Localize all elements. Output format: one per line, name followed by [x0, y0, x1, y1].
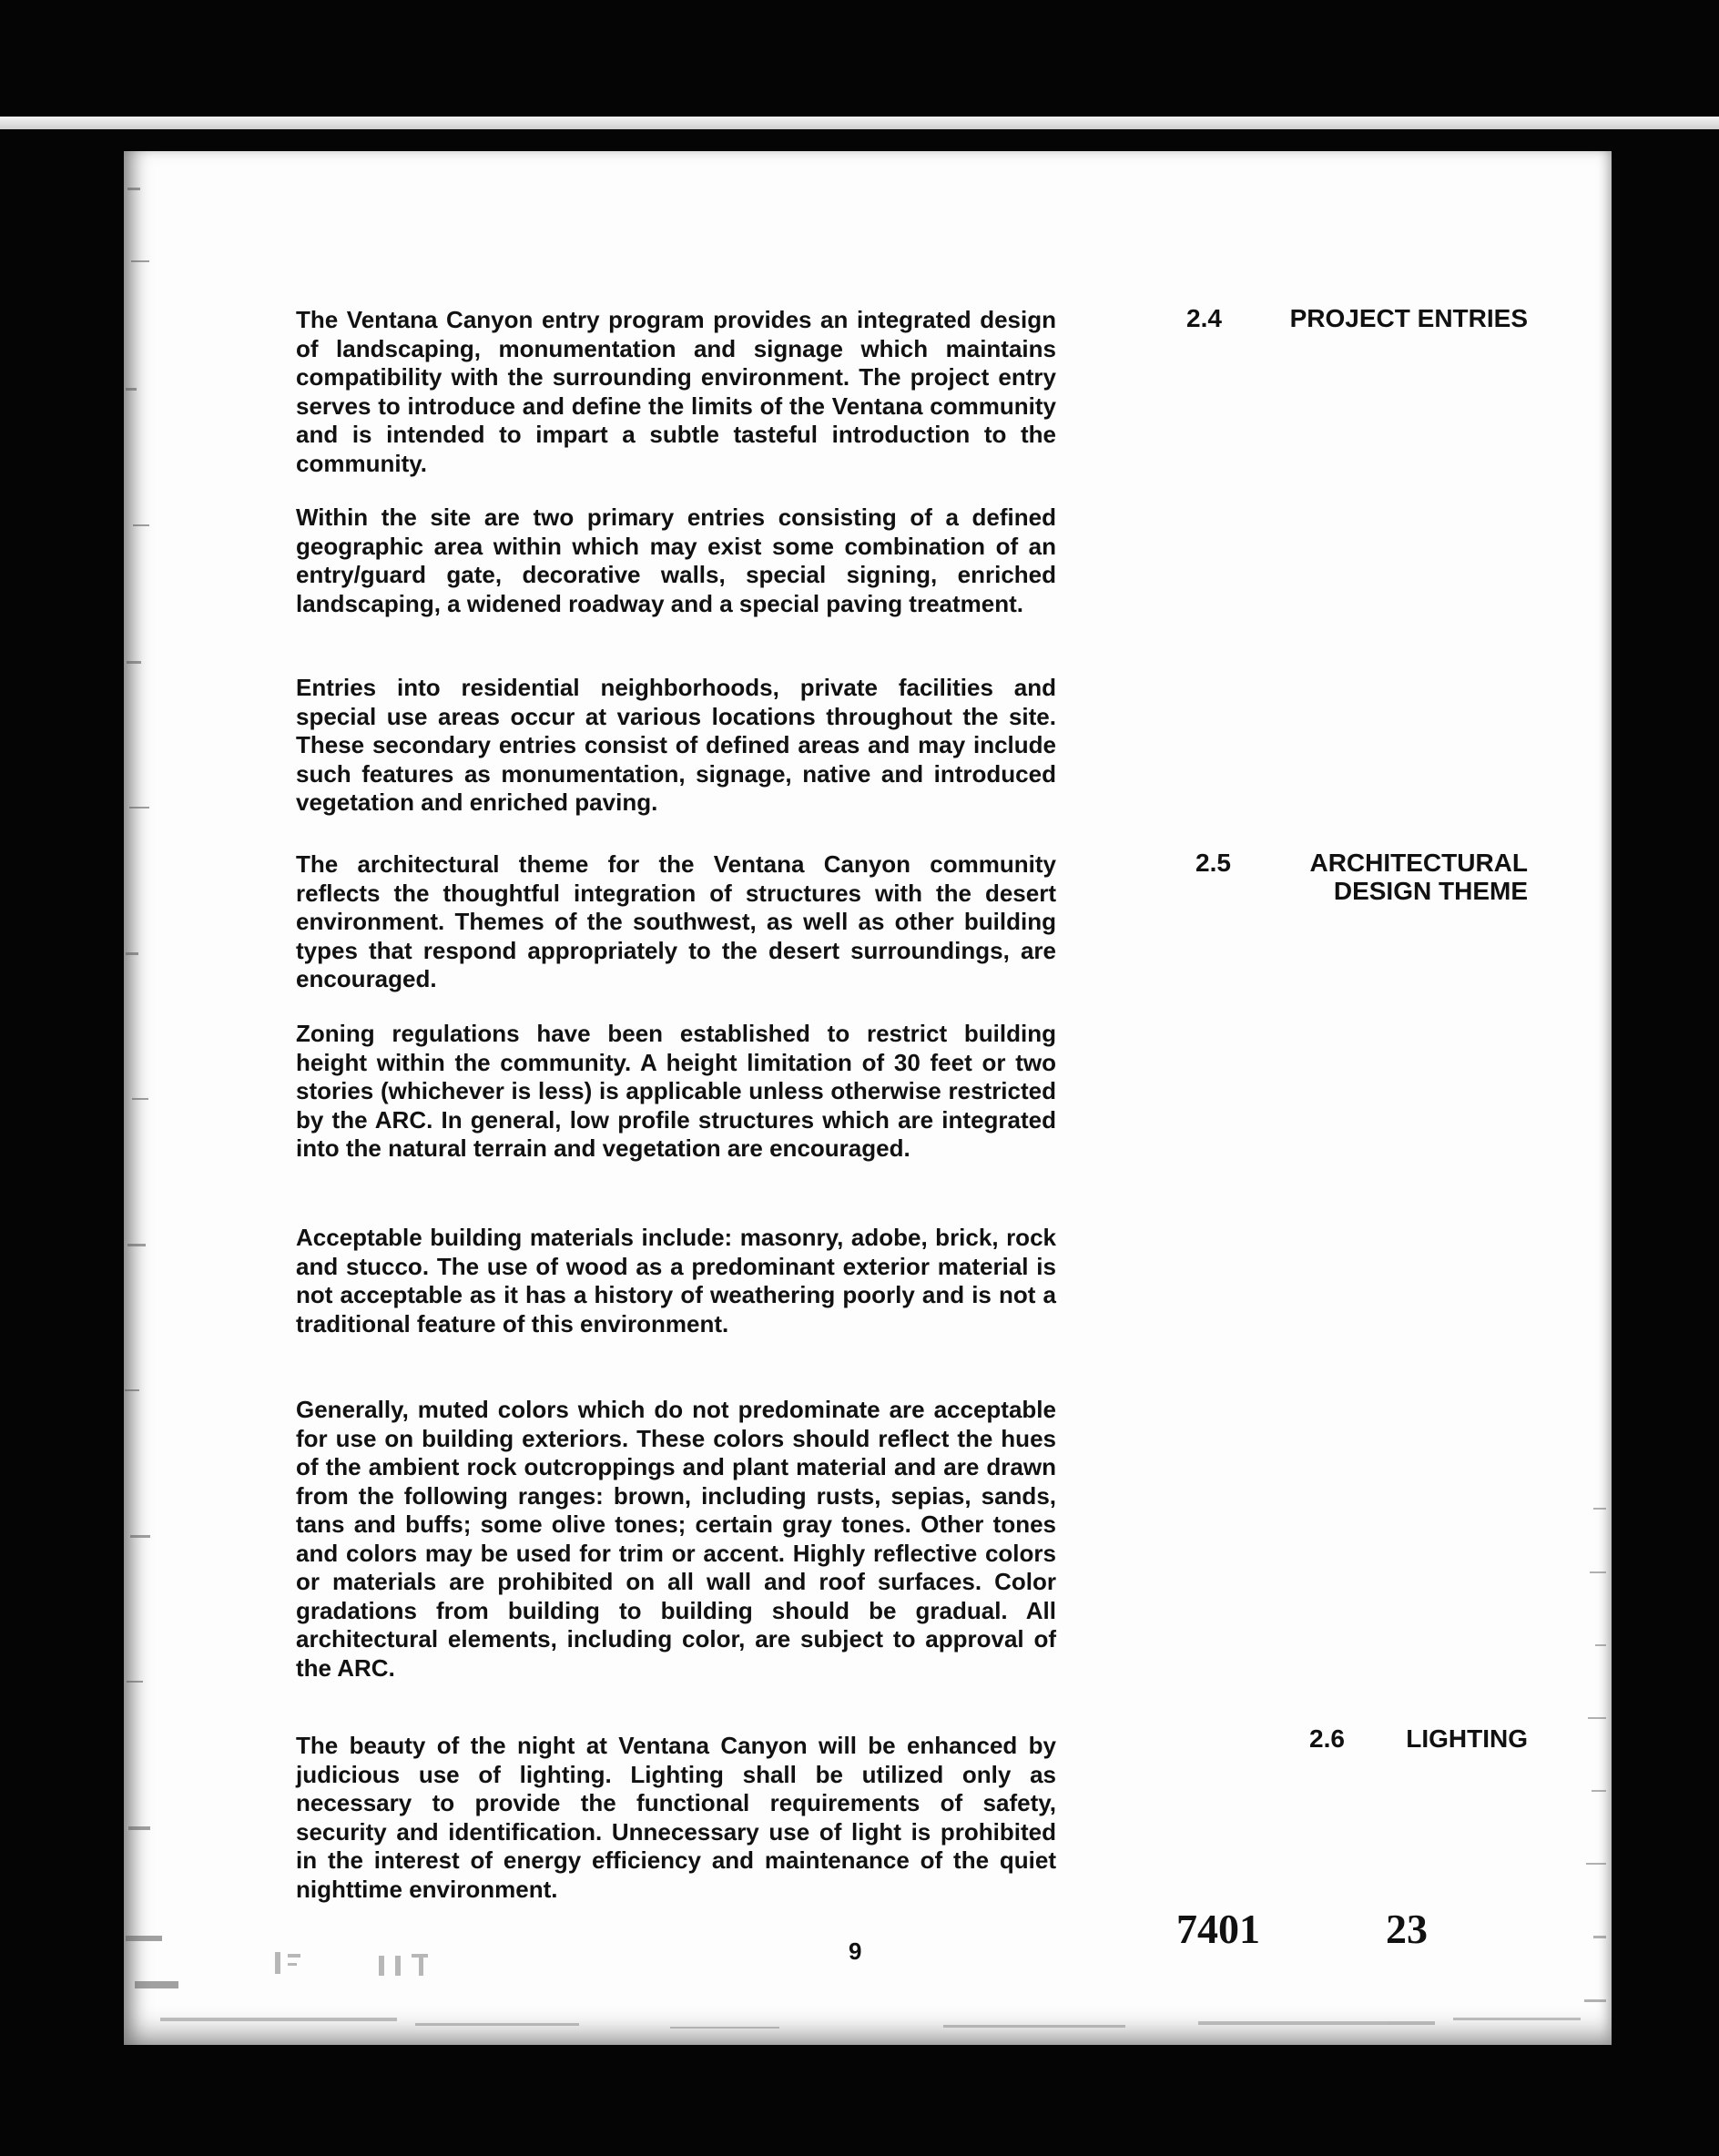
paragraph-design-theme-2 [296, 1020, 1056, 1164]
paragraph-text: The architectural theme for the Ventana Canyon community reflects the thoughtful integration of structures with the desert environment. Themes of the southwest, as well as other building types that respond appropriately to the desert surroundings, are encouraged. [296, 850, 1056, 992]
section-title [1290, 304, 1528, 332]
section-number: 2.4 [1186, 304, 1222, 332]
paragraph-text: Within the site are two primary entries consisting of a defined geographic area within which may exist some combination of an entry/guard gate, decorative walls, special signing, enriched landscaping, a widened roadway and a special paving treatment. [296, 503, 1056, 617]
section-title-line: ARCHITECTURAL [1309, 849, 1528, 877]
paragraph-text: Acceptable building materials include: masonry, adobe, brick, rock and stucco. The use of wood as a predominant exterior material is not acceptable as it has a history of weathering poorly and is not a traditional feature of this environment. [296, 1224, 1056, 1337]
section-title-line: DESIGN THEME [1333, 877, 1528, 905]
page-number: 9 [849, 1937, 862, 1965]
paragraph-project-entries-3 [296, 674, 1056, 818]
paragraph-text: The beauty of the night at Ventana Canyon will be enhanced by judicious use of lighting. Lighting shall be utilized only as necessary to provide the functional requirements of safety, security and identification. Unnecessary use of light is prohibited in the interest of energy efficiency and maintenance of the quiet nighttime environment. [296, 1732, 1056, 1903]
section-title [1309, 849, 1528, 905]
paragraph-design-theme-4 [296, 1396, 1056, 1683]
paragraph-design-theme-1 [296, 850, 1056, 994]
scan-edge-noise-left [124, 151, 178, 2045]
paragraph-text: The Ventana Canyon entry program provides an integrated design of landscaping, monumentation and signage which maintains compatibility with the surrounding environment. The project entry serves to introduce and define the limits of the Ventana community and is intended to impart a subtle tasteful introduction to the community. [296, 306, 1056, 477]
document-number-stamp: 7401 [1176, 1906, 1260, 1952]
section-title-line: LIGHTING [1406, 1724, 1528, 1753]
paragraph-lighting-1 [296, 1732, 1056, 1904]
scan-top-edge [0, 117, 1719, 129]
scan-edge-noise-right [1575, 151, 1612, 2045]
scan-edge-noise-bottom [124, 1990, 1612, 2045]
section-number: 2.5 [1195, 849, 1231, 877]
paragraph-project-entries-2 [296, 503, 1056, 618]
faint-stamp-mark [270, 1936, 452, 1990]
paragraph-text: Entries into residential neighborhoods, private facilities and special use areas occur at various locations throughout the site. These secondary entries consist of defined areas and may include such features as monumentation, signage, native and introduced vegetation and enriched paving. [296, 674, 1056, 816]
paragraph-design-theme-3 [296, 1224, 1056, 1338]
section-number: 2.6 [1309, 1724, 1345, 1753]
paragraph-project-entries-1 [296, 306, 1056, 478]
document-page-stamp: 23 [1386, 1906, 1428, 1952]
section-title [1406, 1724, 1528, 1753]
paragraph-text: Zoning regulations have been established to restrict building height within the community. A height limitation of 30 feet or two stories (whichever is less) is applicable unless otherwise restricted by the ARC. In general, low profile structures which are integrated into the natural terrain and vegetation are encouraged. [296, 1020, 1056, 1162]
section-title-line: PROJECT ENTRIES [1289, 304, 1528, 332]
paragraph-text: Generally, muted colors which do not predominate are acceptable for use on building exteriors. These colors should reflect the hues of the ambient rock outcroppings and plant material and are drawn from the following ranges: brown, including rusts, sepias, sands, tans and buffs; some olive tones; certain gray tones. Other tones and colors may be used for trim or accent. Highly reflective colors or materials are prohibited on all wall and roof surfaces. Color gradations from building to building should be gradual. All architectural elements, including color, are subject to approval of the ARC. [296, 1396, 1056, 1682]
